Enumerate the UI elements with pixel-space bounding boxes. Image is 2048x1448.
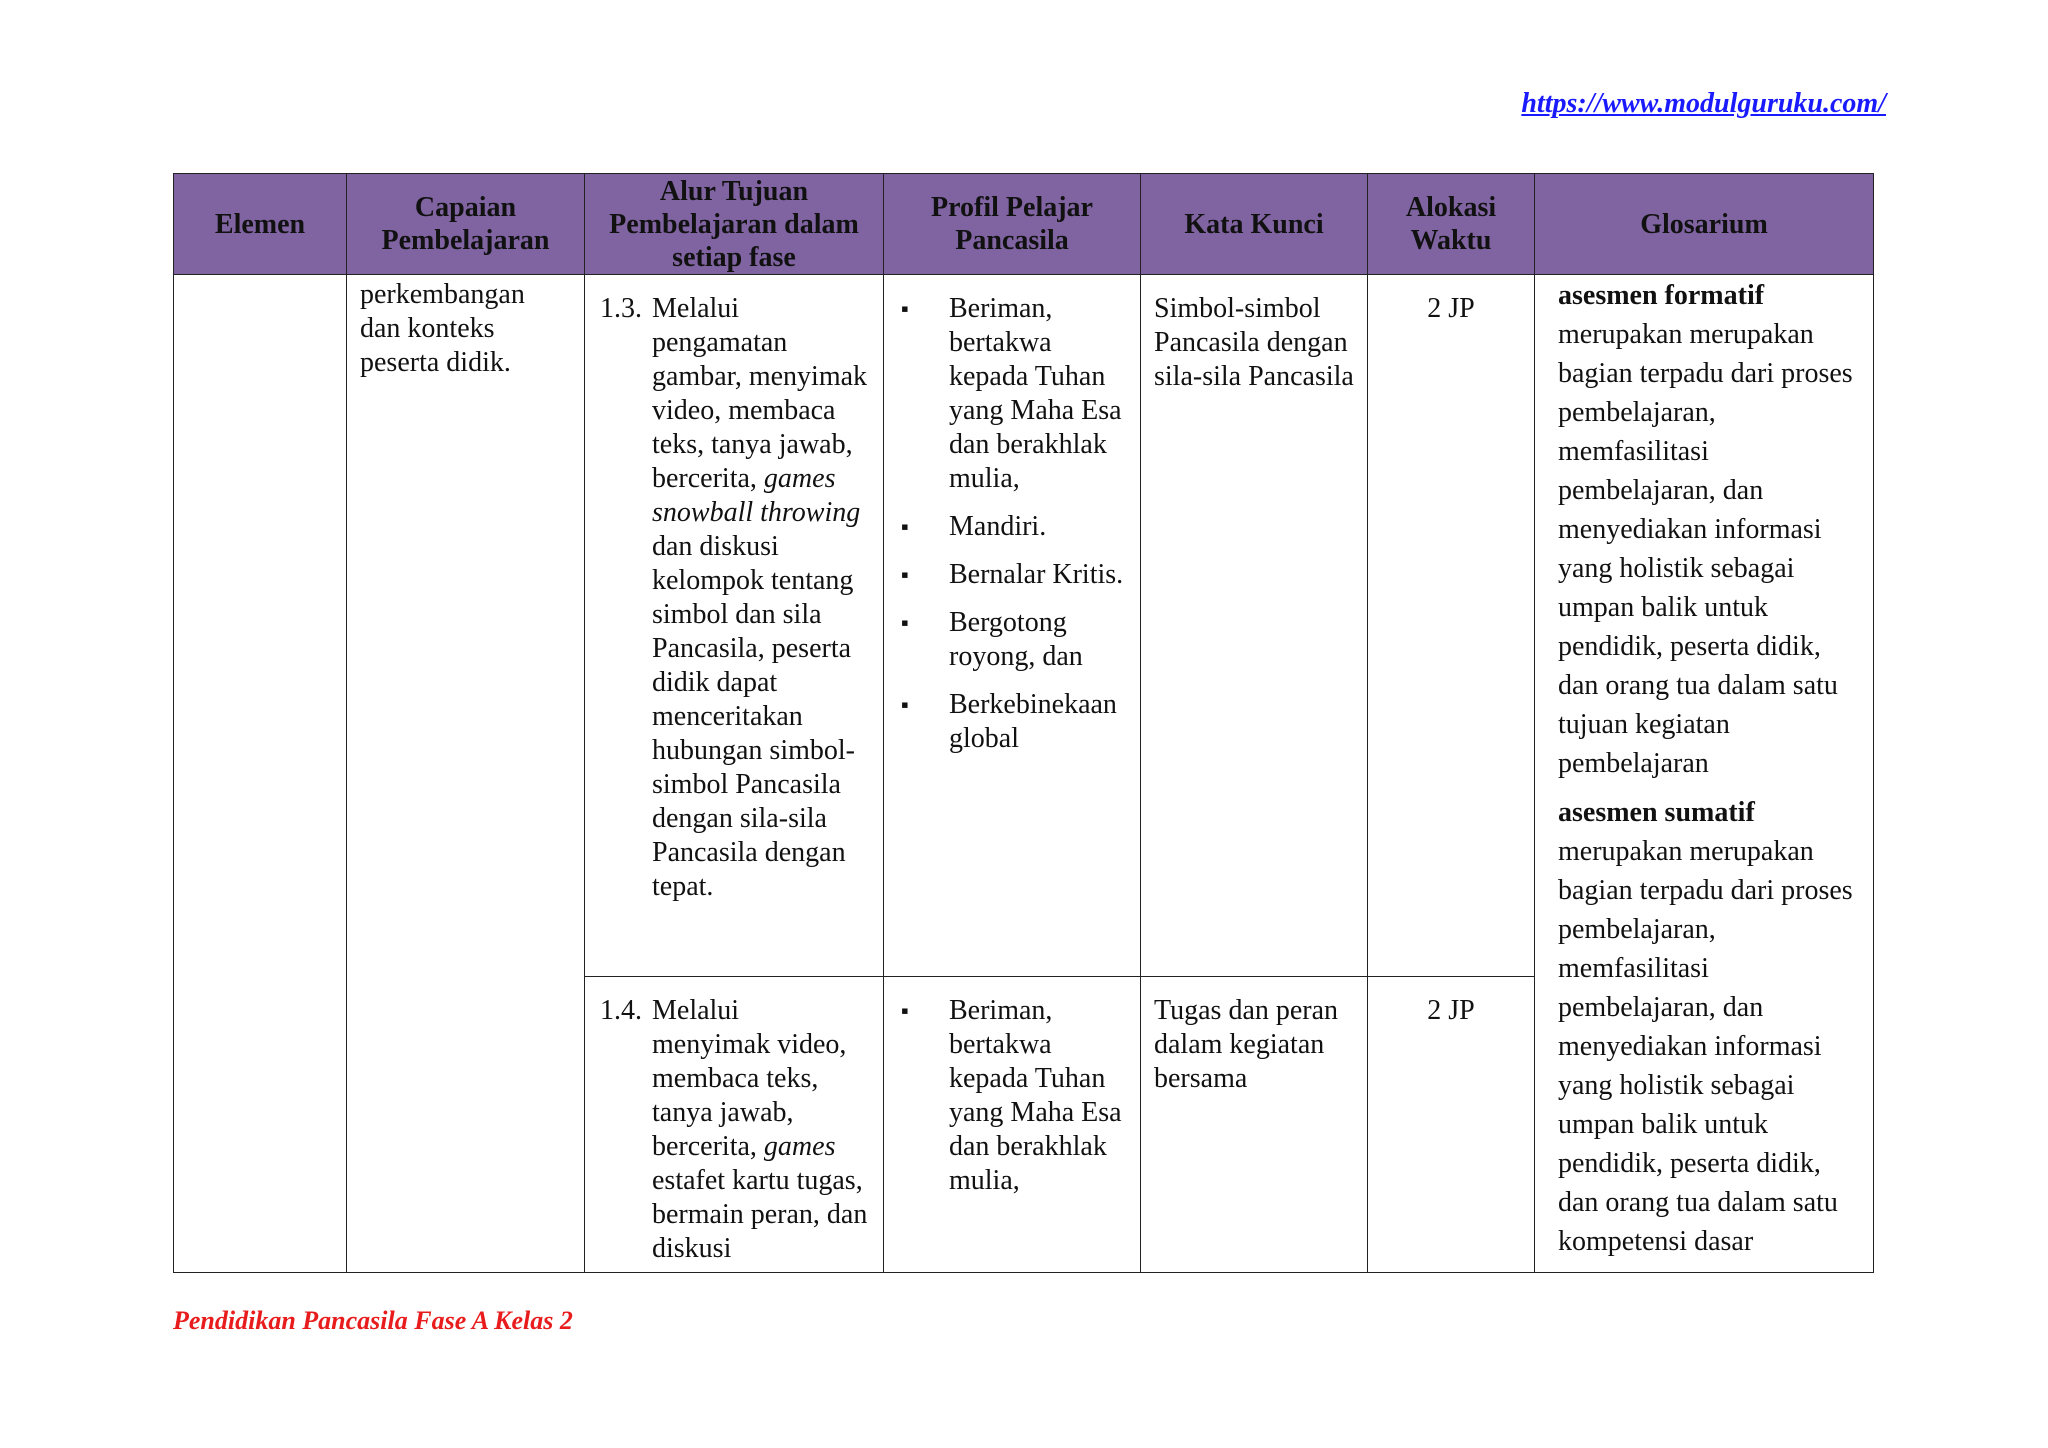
glossary-term: asesmen formatif: [1558, 280, 1765, 311]
alokasi-cell: [1368, 275, 1535, 977]
header-elemen: Elemen: [174, 174, 347, 275]
header-alokasi: Alokasi Waktu: [1368, 174, 1535, 275]
list-item: ▪ Beriman, bertakwa kepada Tuhan yang Maha Esa dan berakhlak mulia,: [901, 994, 1131, 1198]
header-url-link[interactable]: https://www.modulguruku.com/: [1521, 88, 1886, 119]
header-kata-kunci: Kata Kunci: [1141, 174, 1368, 275]
objective-intro: Melalui: [652, 293, 740, 324]
list-item: ▪ Bergotong royong, dan: [901, 606, 1131, 674]
capaian-text: perkembangan dan konteks peserta didik.: [360, 279, 525, 378]
table-row: [174, 275, 1874, 977]
profil-cell: [884, 977, 1141, 1273]
kata-kunci-text: Tugas dan peran dalam kegiatan bersama: [1154, 995, 1339, 1094]
kata-kunci-cell: [1141, 275, 1368, 977]
kata-kunci-text: Simbol-simbol Pancasila dengan sila-sila Pancasila: [1154, 293, 1354, 392]
glosarium-cell: [1535, 275, 1874, 1273]
alur-cell: [585, 977, 884, 1273]
header-capaian: Capaian Pembelajaran: [347, 174, 585, 275]
list-item: ▪ Bernalar Kritis.: [901, 558, 1131, 592]
profil-cell: [884, 275, 1141, 977]
learning-objectives-table: [173, 173, 1874, 1273]
header-alur: Alur Tujuan Pembelajaran dalam setiap fase: [585, 174, 884, 275]
alokasi-cell: [1368, 977, 1535, 1273]
capaian-cell: [347, 275, 585, 1273]
list-item: ▪ Beriman, bertakwa kepada Tuhan yang Maha Esa dan berakhlak mulia,: [901, 292, 1131, 496]
profil-list: [901, 292, 1131, 756]
profil-list: [901, 994, 1131, 1198]
objective-text: menyimak video, membaca teks, tanya jawab, bercerita, games estafet kartu tugas, bermain peran, dan diskusi: [652, 1029, 868, 1264]
glossary-definition: merupakan merupakan bagian terpadu dari proses pembelajaran, memfasilitasi pembelajaran, dan menyediakan informasi yang holistik sebagai umpan balik untuk pendidik, peserta didik, dan orang tua dalam satu tujuan kegiatan pembelajaran: [1558, 319, 1853, 779]
footer-title: Pendidikan Pancasila Fase A Kelas 2: [173, 1306, 573, 1335]
objective-number: 1.4.: [600, 995, 642, 1026]
elemen-cell: [174, 275, 347, 1273]
header-glosarium: Glosarium: [1535, 174, 1874, 275]
table-header-row: [174, 174, 1874, 275]
objective-text: pengamatan gambar, menyimak video, membaca teks, tanya jawab, bercerita, games snowball throwing dan diskusi kelompok tentang simbol dan sila Pancasila, peserta didik dapat menceritakan hubungan simbol-simbol Pancasila dengan sila-sila Pancasila dengan tepat.: [652, 327, 868, 902]
alur-cell: [585, 275, 884, 977]
kata-kunci-cell: [1141, 977, 1368, 1273]
list-item: ▪ Mandiri.: [901, 510, 1131, 544]
header-profil: Profil Pelajar Pancasila: [884, 174, 1141, 275]
glossary-definition: merupakan merupakan bagian terpadu dari proses pembelajaran, memfasilitasi pembelajaran, dan menyediakan informasi yang holistik sebagai umpan balik untuk pendidik, peserta didik, dan orang tua dalam satu kompetensi dasar: [1558, 836, 1853, 1257]
glossary-term: asesmen sumatif: [1558, 797, 1755, 828]
objective-intro: Melalui: [652, 995, 740, 1026]
alokasi-text: 2 JP: [1427, 293, 1475, 324]
alokasi-text: 2 JP: [1427, 995, 1475, 1026]
objective-number: 1.3.: [600, 293, 642, 324]
list-item: ▪ Berkebinekaan global: [901, 688, 1131, 756]
